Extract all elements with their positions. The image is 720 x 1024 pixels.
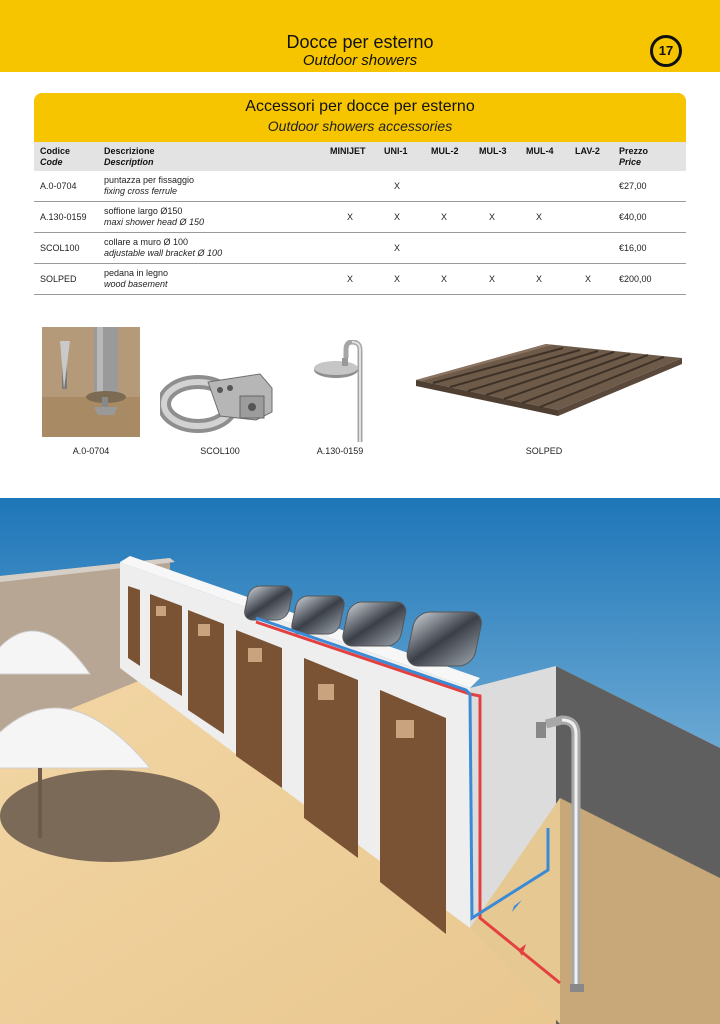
row-price: €27,00 (619, 181, 647, 191)
wall-bracket-photo (160, 370, 278, 440)
table-row (34, 171, 686, 202)
table-header-band (34, 93, 686, 142)
row-desc-en: adjustable wall bracket Ø 100 (104, 248, 223, 258)
mark-mul2: X (440, 212, 447, 222)
row-desc (104, 206, 204, 228)
col-price-label: Prezzo (619, 146, 649, 156)
table-row (34, 202, 686, 233)
col-code-label-en: Code (40, 157, 63, 167)
installation-illustration (0, 498, 720, 1024)
row-desc-en: wood basement (104, 279, 168, 289)
col-mul4: MUL-4 (526, 146, 554, 156)
mark-minijet: X (346, 212, 353, 222)
row-code: A.0-0704 (40, 181, 77, 191)
mark-uni1: X (393, 274, 400, 284)
mark-mul3: X (488, 274, 495, 284)
col-desc (104, 146, 155, 168)
row-code: A.130-0159 (40, 212, 87, 222)
row-code: SOLPED (40, 274, 77, 284)
photo-caption: A.0-0704 (72, 446, 110, 456)
mark-uni1: X (393, 243, 400, 253)
table-subtitle: Outdoor showers accessories (267, 118, 453, 134)
photo-caption: A.130-0159 (316, 446, 364, 456)
photo-caption: SCOL100 (200, 446, 240, 456)
mark-mul3: X (488, 212, 495, 222)
row-code: SCOL100 (40, 243, 80, 253)
shower-head-photo (308, 340, 372, 442)
mark-mul2: X (440, 274, 447, 284)
col-price-label-en: Price (619, 157, 642, 167)
row-desc (104, 237, 222, 259)
mark-minijet: X (346, 274, 353, 284)
col-desc-label-en: Description (104, 157, 154, 167)
page-number: 17 (650, 35, 682, 67)
photo-caption: SOLPED (525, 446, 563, 456)
row-desc-it: collare a muro Ø 100 (104, 237, 189, 247)
row-desc-it: soffione largo Ø150 (104, 206, 183, 216)
mark-uni1: X (393, 212, 400, 222)
row-desc-en: maxi shower head Ø 150 (104, 217, 205, 227)
table-row (34, 233, 686, 264)
row-desc-it: puntazza per fissaggio (104, 175, 195, 185)
accessories-table (34, 93, 686, 301)
row-price: €16,00 (619, 243, 647, 253)
ferrule-photo (42, 327, 140, 437)
row-price: €40,00 (619, 212, 647, 222)
col-price (619, 146, 648, 168)
col-minijet: MINIJET (330, 146, 366, 156)
page-title: Docce per esterno (286, 32, 434, 52)
row-desc-it: pedana in legno (104, 268, 169, 278)
table-title: Accessori per docce per esterno (245, 98, 475, 115)
mark-mul4: X (535, 212, 542, 222)
mark-mul4: X (535, 274, 542, 284)
table-row (34, 264, 686, 295)
wood-basement-photo (408, 340, 686, 416)
mark-uni1: X (393, 181, 400, 191)
col-code-label: Codice (40, 146, 71, 156)
col-mul2: MUL-2 (431, 146, 459, 156)
page-subtitle: Outdoor showers (302, 52, 418, 69)
row-desc (104, 175, 194, 197)
col-desc-label: Descrizione (104, 146, 155, 156)
row-desc-en: fixing cross ferrule (104, 186, 178, 196)
col-mul3: MUL-3 (479, 146, 507, 156)
col-lav2: LAV-2 (575, 146, 600, 156)
col-code (40, 146, 70, 168)
column-headers (34, 142, 686, 171)
col-uni1: UNI-1 (384, 146, 408, 156)
row-desc (104, 268, 168, 290)
mark-lav2: X (584, 274, 591, 284)
row-price: €200,00 (619, 274, 652, 284)
